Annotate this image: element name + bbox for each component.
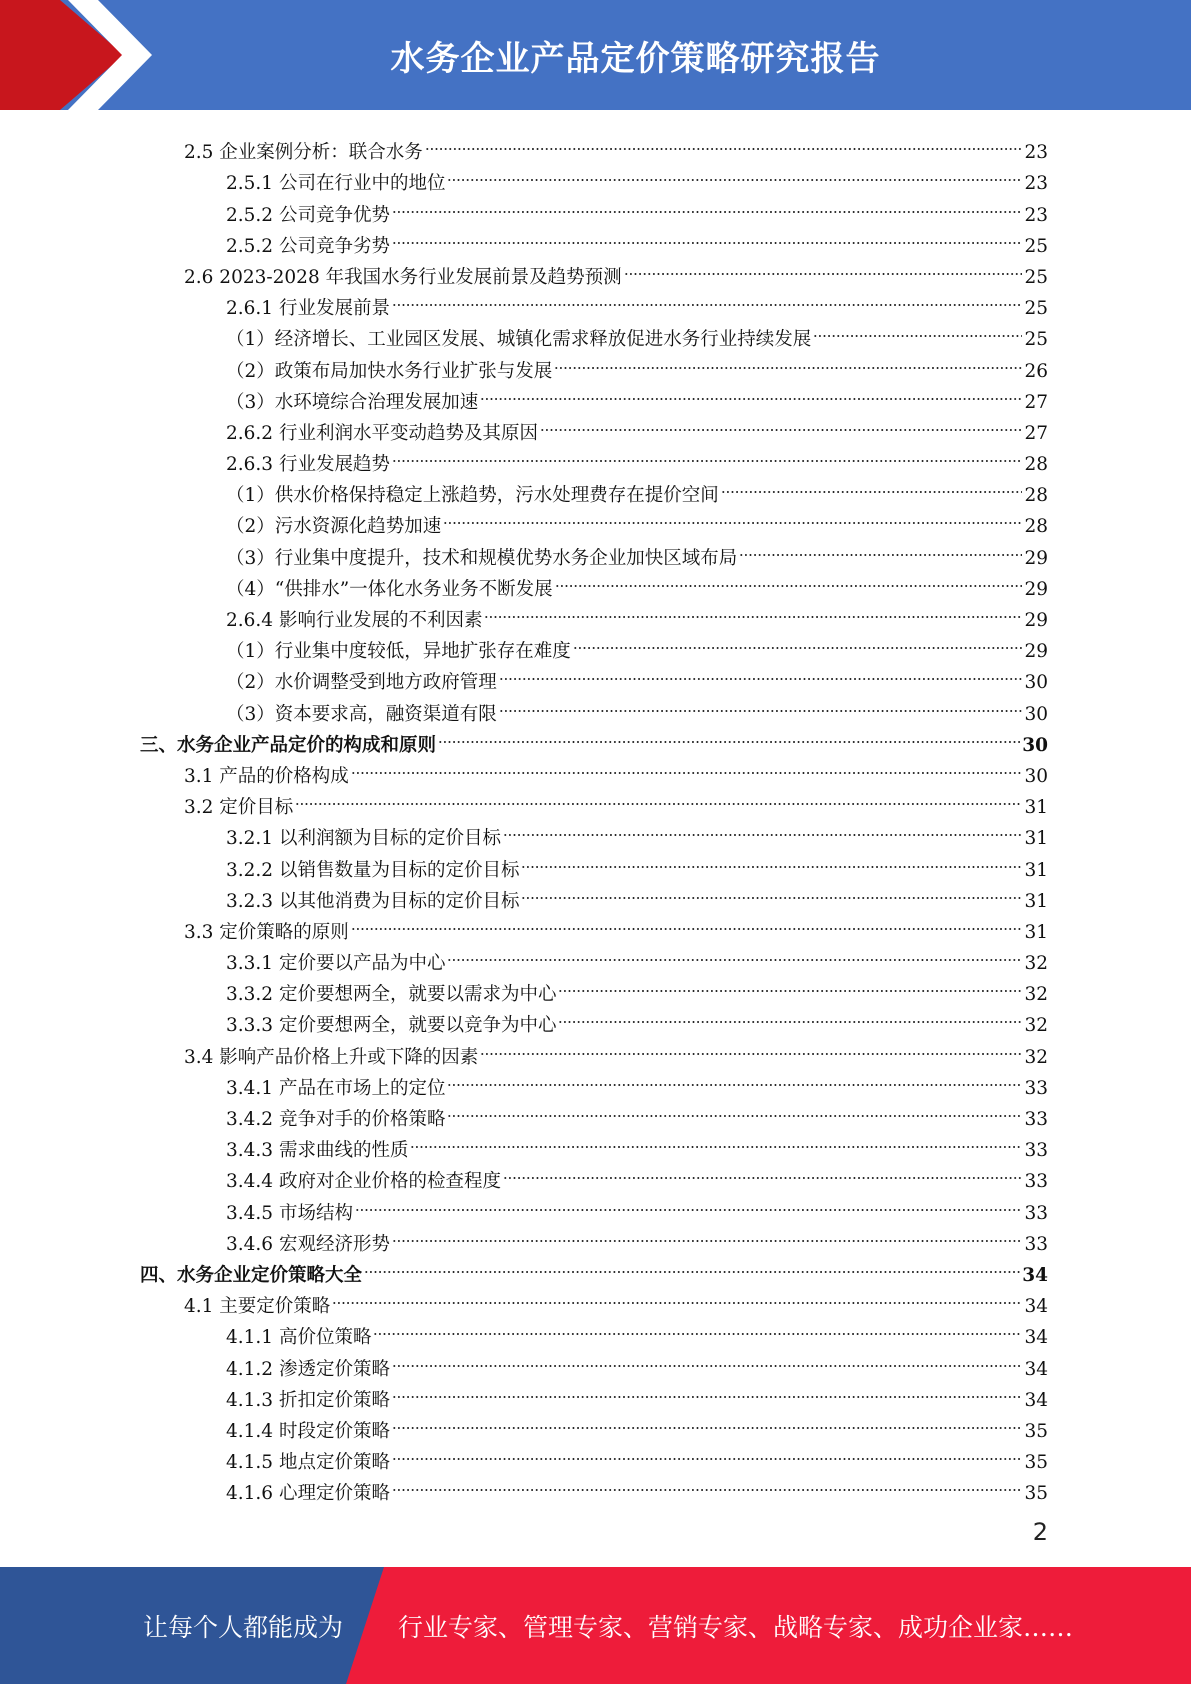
toc-entry-title: 2.6.3 行业发展趋势 bbox=[226, 454, 390, 476]
toc-leader-dots bbox=[484, 595, 1022, 626]
toc-entry[interactable] bbox=[140, 127, 1048, 164]
toc-entry-page: 25 bbox=[1024, 235, 1048, 257]
toc-leader-dots bbox=[573, 626, 1023, 657]
toc-entry-page: 26 bbox=[1024, 360, 1048, 382]
toc-leader-dots bbox=[480, 1031, 1022, 1062]
toc-entry-title: 4.1.5 地点定价策略 bbox=[226, 1452, 390, 1474]
toc-entry-page: 31 bbox=[1024, 921, 1048, 943]
toc-entry-title: 3.1 产品的价格构成 bbox=[184, 765, 349, 787]
toc-entry-title: 3.3.3 定价要想两全，就要以竞争为中心 bbox=[226, 1015, 557, 1037]
toc-leader-dots bbox=[555, 564, 1023, 595]
toc-leader-dots bbox=[392, 1343, 1022, 1374]
toc-entry-page: 34 bbox=[1022, 1264, 1048, 1286]
toc-leader-dots bbox=[392, 1406, 1022, 1437]
toc-leader-dots bbox=[364, 1250, 1020, 1281]
toc-entry-title: （2）污水资源化趋势加速 bbox=[226, 516, 442, 538]
toc-entry-page: 34 bbox=[1024, 1327, 1048, 1349]
toc-leader-dots bbox=[351, 907, 1023, 938]
toc-entry-page: 28 bbox=[1024, 516, 1048, 538]
toc-entry-title: 3.4.6 宏观经济形势 bbox=[226, 1233, 390, 1255]
toc-entry-page: 29 bbox=[1024, 578, 1048, 600]
toc-leader-dots bbox=[392, 283, 1022, 314]
toc-entry-title: 四、水务企业定价策略大全 bbox=[140, 1264, 363, 1286]
toc-entry-page: 34 bbox=[1024, 1389, 1048, 1411]
toc-leader-dots bbox=[558, 969, 1022, 1000]
toc-entry-page: 29 bbox=[1024, 610, 1048, 631]
toc-entry-page: 35 bbox=[1024, 1483, 1048, 1505]
toc-leader-dots bbox=[447, 938, 1022, 969]
toc-entry-page: 31 bbox=[1024, 797, 1048, 819]
toc-entry-title: 3.4.1 产品在市场上的定位 bbox=[226, 1077, 446, 1099]
toc-entry-page: 33 bbox=[1024, 1109, 1048, 1130]
toc-leader-dots bbox=[425, 127, 1023, 158]
toc-entry-title: 3.3 定价策略的原则 bbox=[184, 921, 349, 943]
toc-entry-title: （4）“供排水”一体化水务业务不断发展 bbox=[226, 578, 553, 600]
toc-entry-page: 25 bbox=[1024, 329, 1048, 351]
toc-entry-page: 28 bbox=[1024, 485, 1048, 507]
toc-entry-page: 33 bbox=[1024, 1171, 1048, 1193]
toc-leader-dots bbox=[392, 439, 1022, 470]
toc-entry-page: 23 bbox=[1024, 173, 1048, 195]
toc-entry-title: 2.5.2 公司竞争劣势 bbox=[226, 235, 390, 257]
toc-leader-dots bbox=[480, 377, 1022, 408]
toc-entry-page: 32 bbox=[1024, 1015, 1048, 1037]
toc-entry-title: 3.4.3 需求曲线的性质 bbox=[226, 1140, 409, 1162]
toc-entry-title: 4.1 主要定价策略 bbox=[184, 1296, 331, 1318]
toc-entry-page: 33 bbox=[1024, 1233, 1048, 1255]
toc-entry-page: 27 bbox=[1024, 391, 1048, 413]
toc-leader-dots bbox=[521, 876, 1022, 907]
toc-entry-title: 3.4 影响产品价格上升或下降的因素 bbox=[184, 1046, 479, 1068]
toc-leader-dots bbox=[739, 532, 1022, 563]
toc-leader-dots bbox=[721, 470, 1023, 501]
toc-entry-title: （2）水价调整受到地方政府管理 bbox=[226, 672, 497, 694]
toc-entry-title: 2.6.1 行业发展前景 bbox=[226, 298, 390, 320]
toc-entry-page: 35 bbox=[1024, 1452, 1048, 1474]
toc-leader-dots bbox=[295, 782, 1022, 813]
toc-entry-page: 23 bbox=[1024, 204, 1048, 226]
page-header bbox=[0, 0, 1191, 110]
toc-entry-title: 2.6.4 影响行业发展的不利因素 bbox=[226, 610, 483, 631]
toc-entry-title: 2.5.1 公司在行业中的地位 bbox=[226, 173, 446, 195]
toc-entry-page: 34 bbox=[1024, 1296, 1048, 1318]
toc-entry-page: 32 bbox=[1024, 984, 1048, 1006]
toc-entry-title: 3.2 定价目标 bbox=[184, 797, 294, 819]
toc-entry-title: 2.5 企业案例分析：联合水务 bbox=[184, 142, 423, 164]
toc-entry-title: 三、水务企业产品定价的构成和原则 bbox=[140, 734, 437, 756]
toc-entry-page: 32 bbox=[1024, 953, 1048, 975]
toc-entry-page: 29 bbox=[1024, 547, 1048, 569]
toc-entry-title: 4.1.3 折扣定价策略 bbox=[226, 1389, 390, 1411]
toc-entry-title: （1）供水价格保持稳定上涨趋势，污水处理费存在提价空间 bbox=[226, 485, 719, 507]
toc-leader-dots bbox=[558, 1000, 1022, 1031]
toc-entry-page: 33 bbox=[1024, 1077, 1048, 1099]
toc-entry-title: 3.2.2 以销售数量为目标的定价目标 bbox=[226, 859, 520, 881]
toc-entry-title: 3.4.4 政府对企业价格的检查程度 bbox=[226, 1171, 501, 1193]
toc-leader-dots bbox=[499, 688, 1023, 719]
page-footer bbox=[0, 1567, 1191, 1684]
toc-entry-title: 3.2.3 以其他消费为目标的定价目标 bbox=[226, 890, 520, 912]
toc-leader-dots bbox=[392, 1219, 1022, 1250]
toc-entry-title: 4.1.1 高价位策略 bbox=[226, 1327, 372, 1349]
toc-leader-dots bbox=[392, 1437, 1022, 1468]
toc-leader-dots bbox=[410, 1125, 1022, 1156]
toc-leader-dots bbox=[392, 189, 1022, 220]
toc-leader-dots bbox=[392, 221, 1022, 252]
toc-entry-title: 4.1.2 渗透定价策略 bbox=[226, 1358, 390, 1380]
toc-leader-dots bbox=[447, 1094, 1022, 1125]
toc-entry-page: 33 bbox=[1024, 1140, 1048, 1162]
toc-entry-title: （1）行业集中度较低，异地扩张存在难度 bbox=[226, 641, 571, 663]
toc-entry-title: （3）资本要求高，融资渠道有限 bbox=[226, 703, 497, 725]
toc-leader-dots bbox=[503, 813, 1022, 844]
toc-leader-dots bbox=[332, 1281, 1022, 1312]
toc-entry-page: 31 bbox=[1024, 828, 1048, 850]
toc-leader-dots bbox=[447, 158, 1022, 189]
toc-entry-title: 3.3.1 定价要以产品为中心 bbox=[226, 953, 446, 975]
toc-leader-dots bbox=[499, 657, 1023, 688]
report-title: 水务企业产品定价策略研究报告 bbox=[390, 38, 881, 79]
toc-leader-dots bbox=[447, 1063, 1022, 1094]
toc-entry-page: 25 bbox=[1024, 298, 1048, 320]
toc-leader-dots bbox=[540, 408, 1022, 439]
toc-entry-title: （3）行业集中度提升，技术和规模优势水务企业加快区域布局 bbox=[226, 547, 738, 569]
toc-entry-page: 33 bbox=[1024, 1202, 1048, 1224]
toc-leader-dots bbox=[443, 501, 1022, 532]
toc-leader-dots bbox=[373, 1312, 1022, 1343]
toc-entry-title: 2.6.2 行业利润水平变动趋势及其原因 bbox=[226, 422, 538, 444]
toc-entry-page: 29 bbox=[1024, 641, 1048, 663]
toc-leader-dots bbox=[503, 1156, 1022, 1187]
toc-leader-dots bbox=[392, 1468, 1022, 1499]
toc-entry-title: 3.3.2 定价要想两全，就要以需求为中心 bbox=[226, 984, 557, 1006]
toc-entry-title: 3.4.2 竞争对手的价格策略 bbox=[226, 1109, 446, 1130]
toc-entry-page: 32 bbox=[1024, 1046, 1048, 1068]
toc-entry-title: 4.1.4 时段定价策略 bbox=[226, 1420, 390, 1442]
footer-slogan-left: 让每个人都能成为 bbox=[143, 1612, 344, 1642]
toc-entry-page: 35 bbox=[1024, 1420, 1048, 1442]
toc-entry-title: （2）政策布局加快水务行业扩张与发展 bbox=[226, 360, 553, 382]
toc-entry-title: （3）水环境综合治理发展加速 bbox=[226, 391, 479, 413]
footer-slogan-right: 行业专家、管理专家、营销专家、战略专家、成功企业家…… bbox=[398, 1612, 1074, 1642]
toc-leader-dots bbox=[351, 751, 1023, 782]
toc-entry-page: 30 bbox=[1024, 703, 1048, 725]
toc-leader-dots bbox=[813, 314, 1022, 345]
toc-entry-title: 2.5.2 公司竞争优势 bbox=[226, 204, 390, 226]
toc-entry-title: 4.1.6 心理定价策略 bbox=[226, 1483, 390, 1505]
toc-entry-page: 30 bbox=[1024, 765, 1048, 787]
toc-entry-page: 23 bbox=[1024, 142, 1048, 164]
toc-entry-page: 31 bbox=[1024, 859, 1048, 881]
toc-leader-dots bbox=[438, 720, 1020, 751]
table-of-contents bbox=[140, 127, 1048, 1505]
toc-entry-page: 30 bbox=[1022, 734, 1048, 756]
page-number: 2 bbox=[1032, 1518, 1048, 1546]
toc-entry-page: 27 bbox=[1024, 422, 1048, 444]
toc-leader-dots bbox=[521, 844, 1022, 875]
toc-entry-page: 31 bbox=[1024, 890, 1048, 912]
toc-entry-title: 3.4.5 市场结构 bbox=[226, 1202, 353, 1224]
toc-leader-dots bbox=[624, 252, 1023, 283]
toc-entry-title: （1）经济增长、工业园区发展、城镇化需求释放促进水务行业持续发展 bbox=[226, 329, 812, 351]
toc-leader-dots bbox=[392, 1375, 1022, 1406]
toc-leader-dots bbox=[355, 1187, 1023, 1218]
toc-entry-page: 25 bbox=[1024, 266, 1048, 288]
toc-entry-page: 34 bbox=[1024, 1358, 1048, 1380]
toc-entry-page: 28 bbox=[1024, 454, 1048, 476]
toc-entry-page: 30 bbox=[1024, 672, 1048, 694]
toc-leader-dots bbox=[554, 345, 1022, 376]
toc-entry-title: 2.6 2023-2028 年我国水务行业发展前景及趋势预测 bbox=[184, 266, 622, 288]
toc-entry-title: 3.2.1 以利润额为目标的定价目标 bbox=[226, 828, 501, 850]
